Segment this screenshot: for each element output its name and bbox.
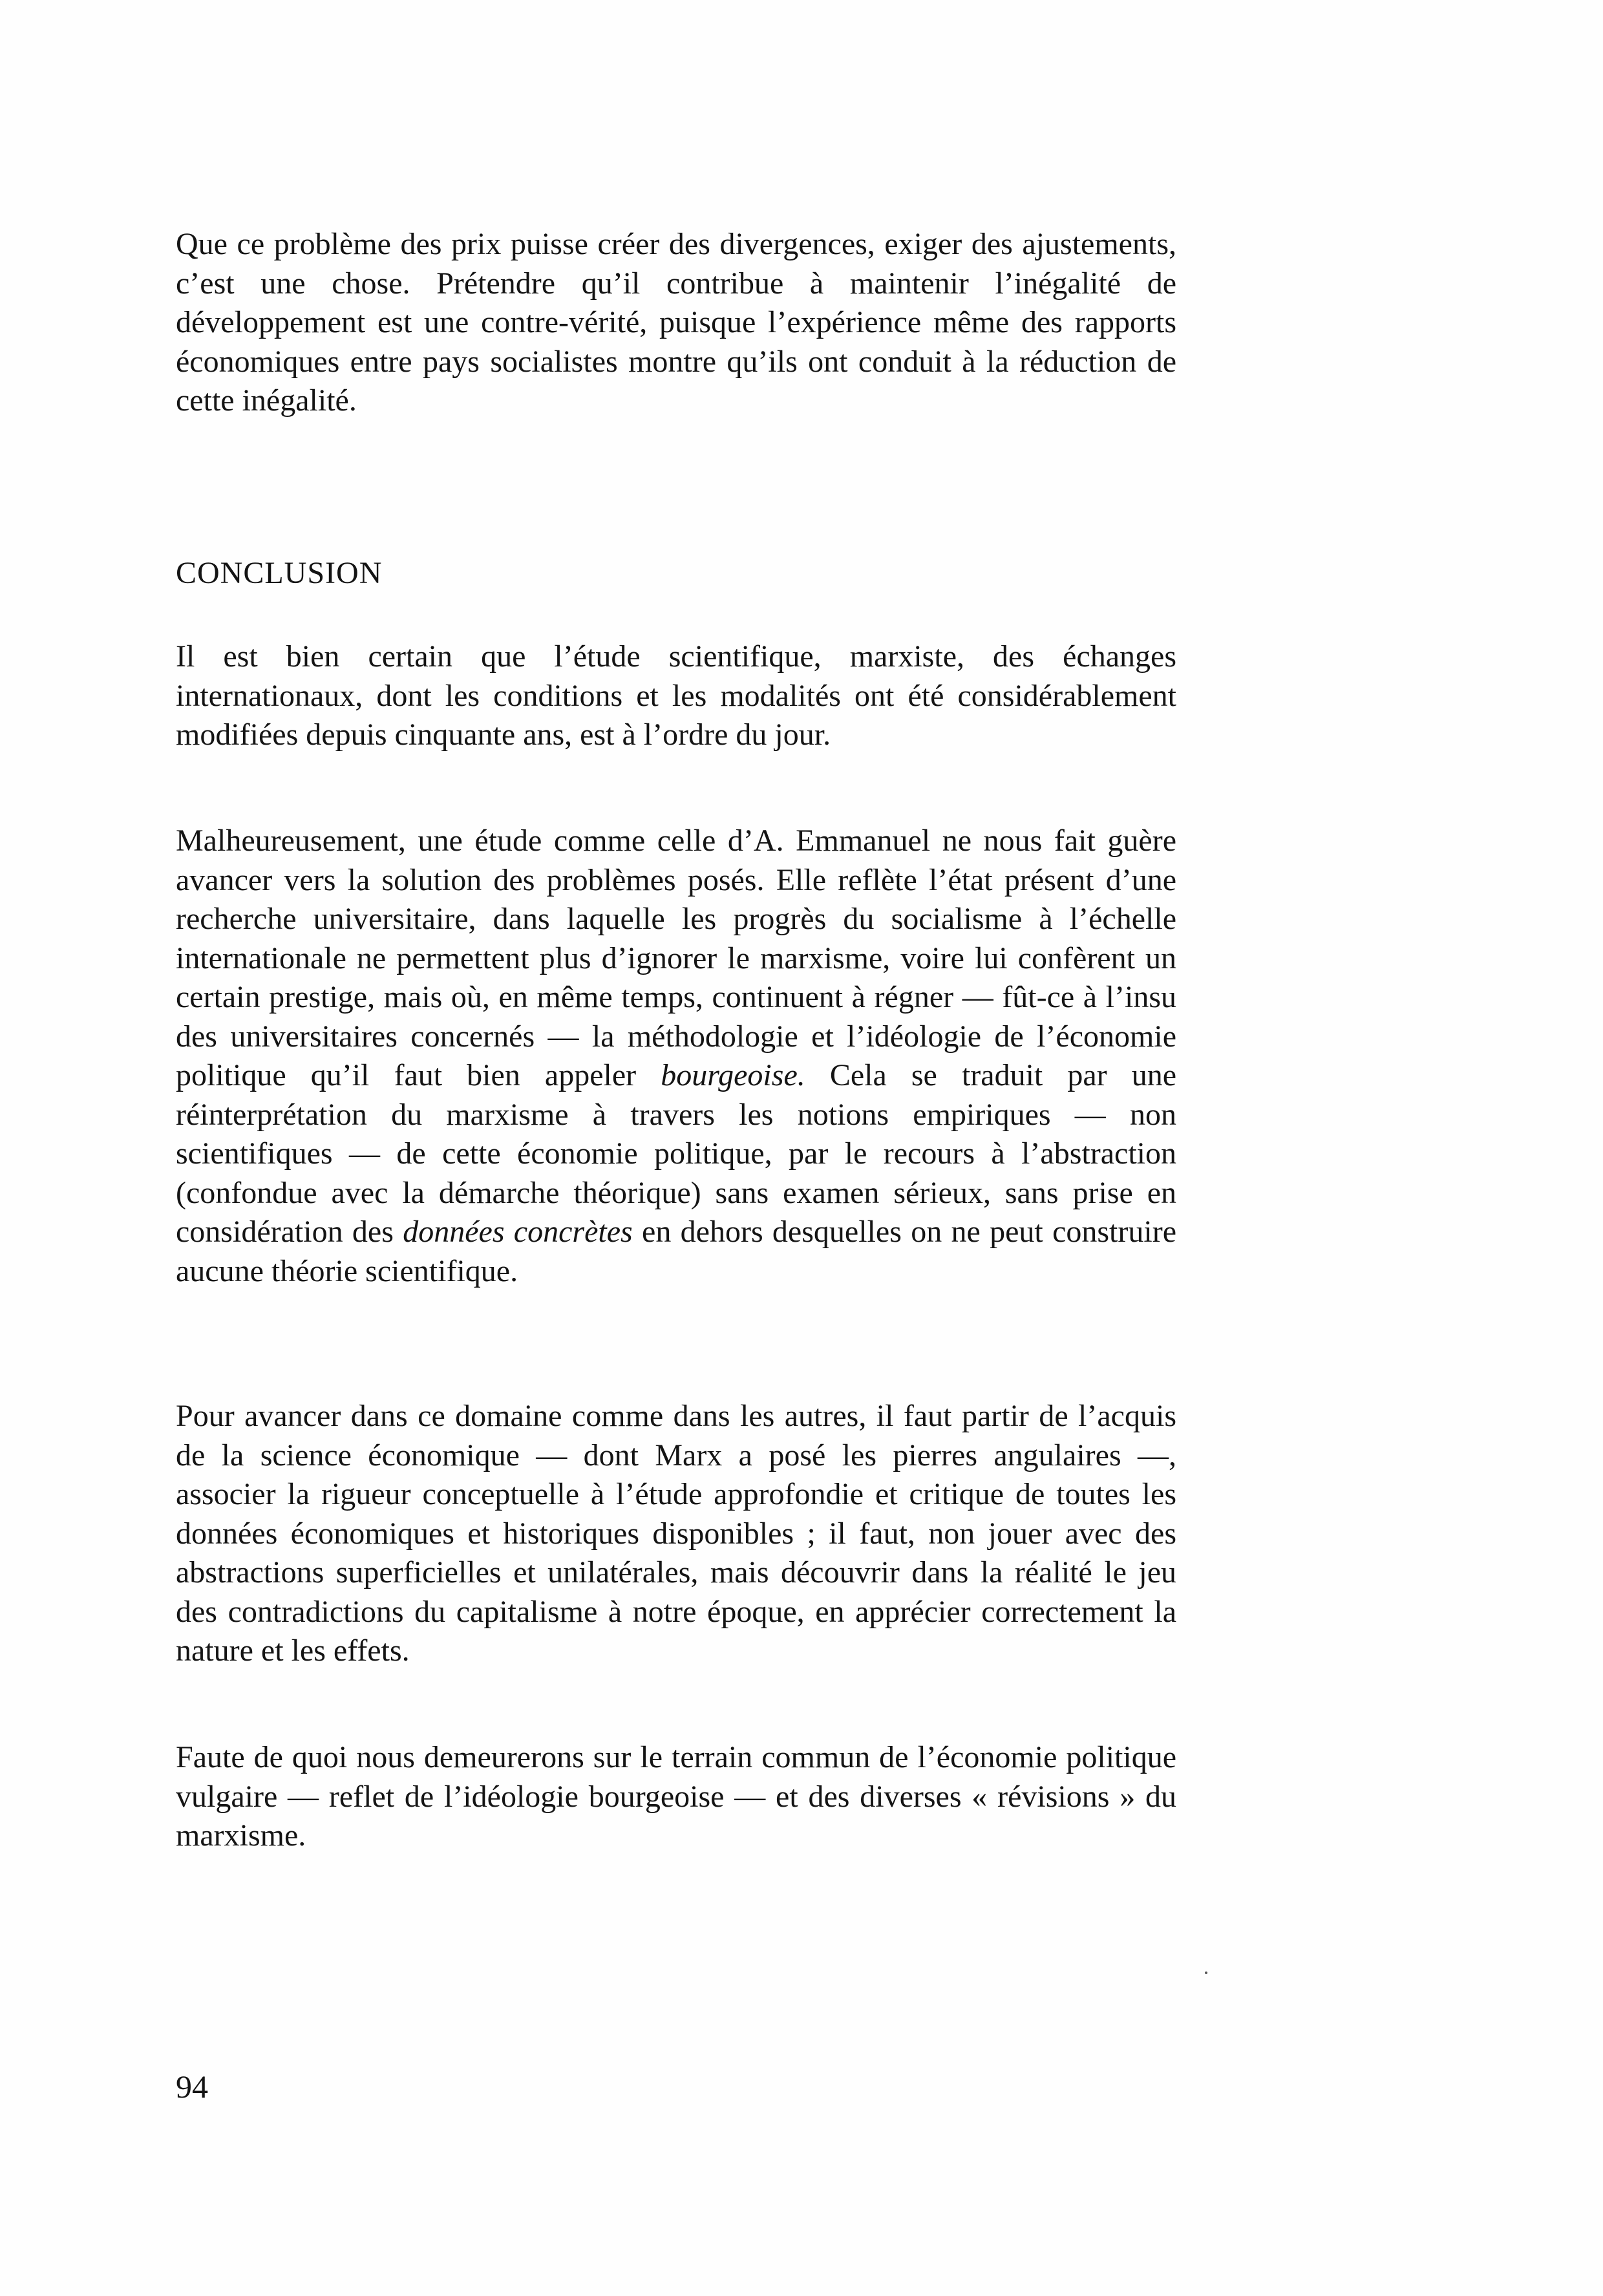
paragraph-2-part-3: en dehors desquelles on ne peut construire aucune théorie scientifique. — [176, 1215, 1176, 1288]
paragraph-2-part-1: Malheureusement, une étude comme celle d’A. Emmanuel ne nous fait guère avancer vers la solution des problèmes posés. Elle reflète l’état présent d’une recherche universitaire, dans laquelle les progrès du socialisme à l’échelle internationale ne permettent plus d’ignorer le marxisme, voire lui confèrent un certain prestige, mais où, en même temps, continuent à régner — fût-ce à l’insu des universitaires concernés — la méthodologie et l’idéologie de l’économie politique qu’il faut bien appeler — [176, 824, 1176, 1092]
conclusion-paragraph-2 — [176, 822, 1176, 1291]
paragraph-2-part-2: Cela se traduit par une réinterprétation du marxisme à travers les notions empiriques — non scientifiques — de cette économie politique, par le recours à l’abstraction (confondue avec la démarche théorique) sans examen sérieux, sans prise en considération des — [176, 1058, 1176, 1249]
page-number: 94 — [176, 2068, 208, 2105]
conclusion-paragraph-1 — [176, 637, 1176, 755]
conclusion-paragraph-3-text: Pour avancer dans ce domaine comme dans les autres, il faut partir de l’acquis de la science économique — dont Marx a posé les pierres angulaires —, associer la rigueur conceptuelle à l’étude approfondie et critique de toutes les données économiques et historiques disponibles ; il faut, non jouer avec des abstractions superficielles et unilatérales, mais découvrir dans la réalité le jeu des contradictions du capitalisme à notre époque, en apprécier correctement la nature et les effets. — [176, 1399, 1176, 1668]
opening-paragraph-text: Que ce problème des prix puisse créer des divergences, exiger des ajustements, c’est une chose. Prétendre qu’il contribue à maintenir l’inégalité de développement est une contre-vérité, puisque l’expérience même des rapports économiques entre pays socialistes montre qu’ils ont conduit à la réduction de cette inégalité. — [176, 227, 1176, 418]
conclusion-paragraph-4 — [176, 1738, 1176, 1856]
section-heading: CONCLUSION — [176, 556, 383, 590]
conclusion-paragraph-2-text — [176, 822, 1176, 1291]
scan-speck — [1205, 1972, 1207, 1974]
opening-paragraph — [176, 225, 1176, 421]
paragraph-2-italic-donnees-concretes: données concrètes — [403, 1215, 633, 1249]
conclusion-paragraph-3 — [176, 1397, 1176, 1671]
conclusion-paragraph-4-text: Faute de quoi nous demeurerons sur le terrain commun de l’économie politique vulgaire — reflet de l’idéologie bourgeoise — et des diverses « révisions » du marxisme. — [176, 1740, 1176, 1853]
conclusion-paragraph-1-text: Il est bien certain que l’étude scientifique, marxiste, des échanges internationaux, dont les conditions et les modalités ont été considérablement modifiées depuis cinquante ans, est à l’ordre du jour. — [176, 639, 1176, 752]
paragraph-2-italic-bourgeoise: bourgeoise. — [661, 1058, 805, 1092]
